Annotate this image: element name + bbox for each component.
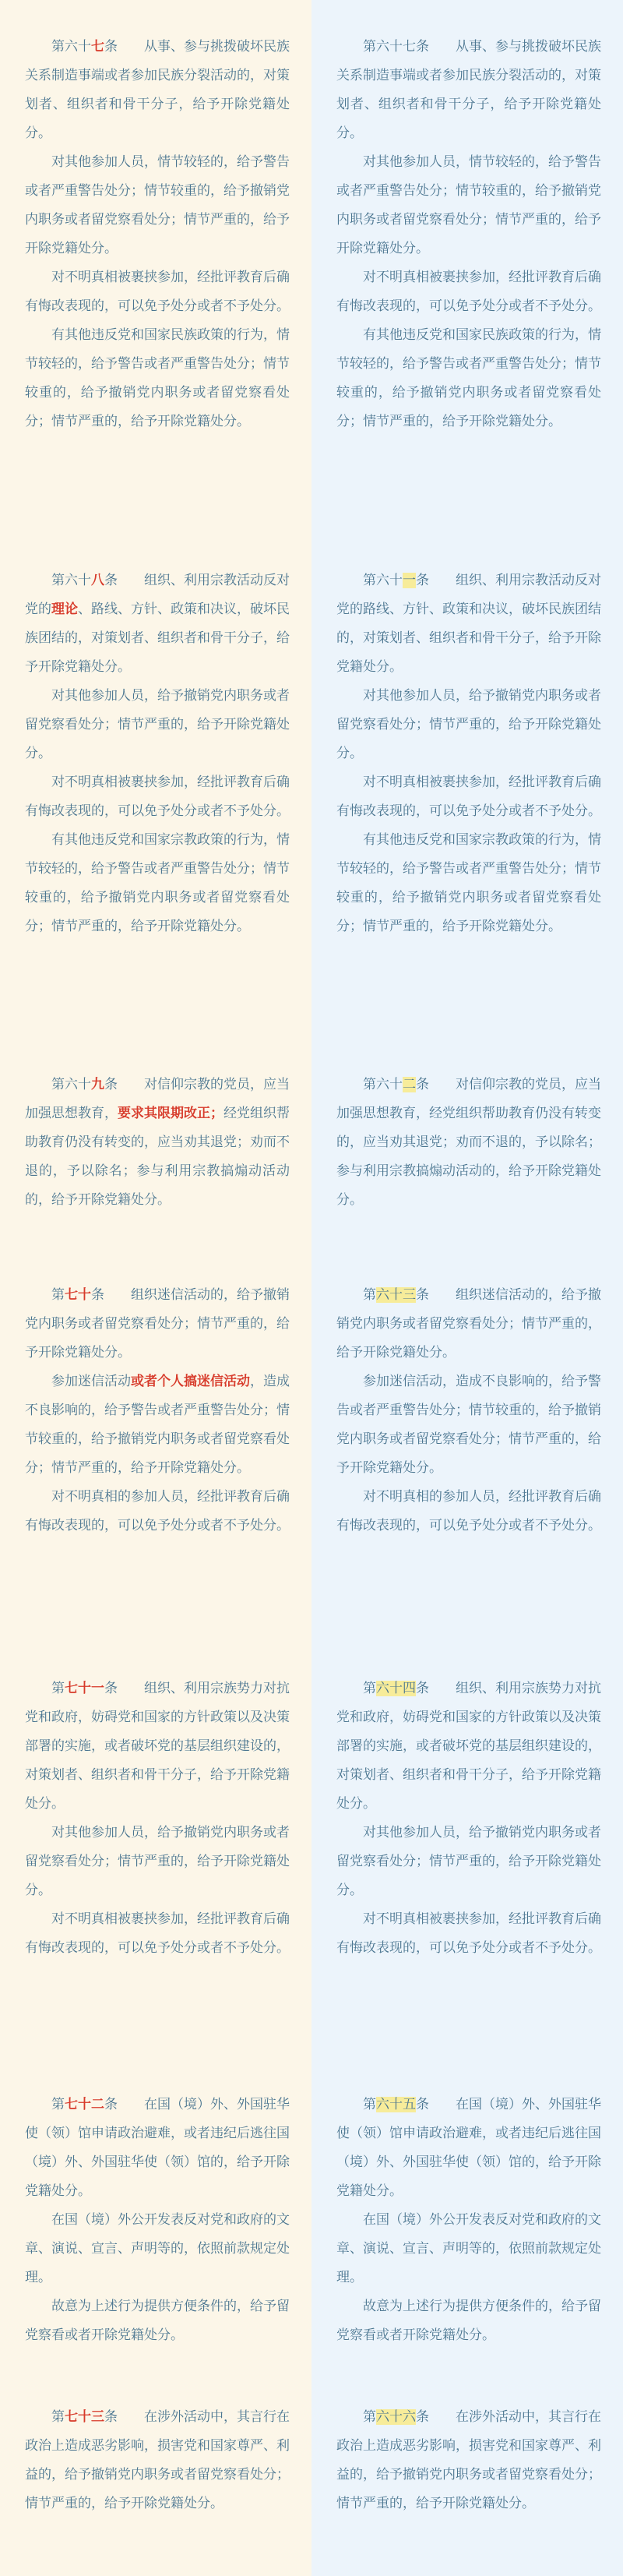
article-block	[336, 566, 601, 941]
revised-text: 要求其限期改正；	[118, 1106, 224, 1121]
text-segment: 有其他违反党和国家民族政策的行为，情节较轻的，给予警告或者严重警告处分；情节较重的，给予撤销党内职务或者留党察看处分；情节严重的，给予开除党籍处分。	[336, 327, 601, 429]
article-paragraph	[336, 148, 601, 263]
highlighted-text: 一	[403, 573, 416, 588]
article-paragraph	[25, 1819, 290, 1905]
highlighted-text: 六十五	[376, 2097, 416, 2112]
revised-text: 七十三	[65, 2409, 104, 2425]
text-segment: 对不明真相被裹挟参加，经批评教育后确有悔改表现的，可以免予处分或者不予处分。	[25, 1911, 290, 1956]
text-segment: 第六十	[51, 1077, 91, 1092]
text-segment: 条 在国（境）外、外国驻华使（领）馆申请政治避难，或者违纪后逃往国（境）外、外国驻华使（领）馆的，给予开除党籍处分。	[336, 2097, 601, 2199]
article-paragraph	[25, 2206, 290, 2292]
article-block	[25, 1281, 290, 1540]
text-segment: 条 组织、利用宗族势力对抗党和政府，妨碍党和国家的方针政策以及决策部署的实施，或者破坏党的基层组织建设的，对策划者、组织者和骨干分子，给予开除党籍处分。	[25, 1681, 290, 1812]
article-block	[25, 2403, 290, 2518]
article-paragraph	[25, 682, 290, 768]
text-segment: 第	[363, 1681, 376, 1696]
text-segment: 第六十七条 从事、参与挑拨破坏民族关系制造事端或者参加民族分裂活动的，对策划者、组织者和骨干分子，给予开除党籍处分。	[336, 39, 601, 141]
article-heading-paragraph	[336, 1071, 601, 1215]
text-segment: 对不明真相被裹挟参加，经批评教育后确有悔改表现的，可以免予处分或者不予处分。	[25, 270, 290, 314]
text-segment: 第	[51, 2409, 65, 2425]
text-segment: 第六十	[51, 573, 91, 588]
article-paragraph	[25, 321, 290, 436]
article-paragraph	[336, 321, 601, 436]
text-segment: 条 在国（境）外、外国驻华使（领）馆申请政治避难，或者违纪后逃往国（境）外、外国驻华使（领）馆的，给予开除党籍处分。	[25, 2097, 290, 2199]
text-segment: 对其他参加人员，给予撤销党内职务或者留党察看处分；情节严重的，给予开除党籍处分。	[336, 1825, 601, 1898]
text-segment: 故意为上述行为提供方便条件的，给予留党察看或者开除党籍处分。	[336, 2299, 601, 2343]
article-block	[25, 566, 290, 941]
article-paragraph	[336, 1905, 601, 1963]
text-segment: 第六十	[363, 573, 403, 588]
article-block	[336, 2403, 601, 2518]
text-segment: 第六十	[51, 39, 91, 55]
article-paragraph	[336, 2206, 601, 2292]
text-segment: 条 组织迷信活动的，给予撤销党内职务或者留党察看处分；情节严重的，给予开除党籍处分。	[25, 1287, 290, 1360]
article-heading-paragraph	[336, 33, 601, 148]
article-paragraph	[25, 2292, 290, 2350]
article-paragraph	[25, 1483, 290, 1540]
text-segment: 条 组织、利用宗族势力对抗党和政府，妨碍党和国家的方针政策以及决策部署的实施，或者破坏党的基层组织建设的，对策划者、组织者和骨干分子，给予开除党籍处分。	[336, 1681, 601, 1812]
text-segment: 参加迷信活动	[51, 1374, 131, 1389]
article-block	[25, 2091, 290, 2350]
article-paragraph	[25, 1905, 290, 1963]
article-paragraph	[25, 826, 290, 941]
article-block	[336, 1674, 601, 1963]
text-segment: 对不明真相的参加人员，经批评教育后确有悔改表现的，可以免予处分或者不予处分。	[336, 1489, 601, 1533]
text-segment: 对其他参加人员，给予撤销党内职务或者留党察看处分；情节严重的，给予开除党籍处分。	[25, 1825, 290, 1898]
article-heading-paragraph	[336, 1281, 601, 1367]
text-segment: 条 对信仰宗教的党员，应当加强思想教育，经党组织帮助教育仍没有转变的，应当劝其退党；劝而不退的，予以除名；参与利用宗教搞煽动活动的，给予开除党籍处分。	[336, 1077, 601, 1208]
text-segment: 第六十	[363, 1077, 403, 1092]
article-paragraph	[25, 1367, 290, 1483]
article-paragraph	[336, 2292, 601, 2350]
text-segment: 有其他违反党和国家宗教政策的行为，情节较轻的，给予警告或者严重警告处分；情节较重的，给予撤销党内职务或者留党察看处分；情节严重的，给予开除党籍处分。	[336, 832, 601, 934]
text-segment: 条 组织迷信活动的，给予撤销党内职务或者留党察看处分；情节严重的，给予开除党籍处分。	[336, 1287, 601, 1360]
text-segment: 对不明真相被裹挟参加，经批评教育后确有悔改表现的，可以免予处分或者不予处分。	[25, 775, 290, 819]
text-segment: 第	[363, 1287, 376, 1303]
revised-text: 七十	[65, 1287, 91, 1303]
article-paragraph	[336, 1367, 601, 1483]
highlighted-text: 六十六	[376, 2409, 416, 2425]
article-block	[25, 1674, 290, 1963]
article-paragraph	[336, 768, 601, 826]
text-segment: 条 在涉外活动中，其言行在政治上造成恶劣影响，损害党和国家尊严、利益的，给予撤销党内职务或者留党察看处分；情节严重的，给予开除党籍处分。	[336, 2409, 601, 2511]
text-segment: 对其他参加人员，给予撤销党内职务或者留党察看处分；情节严重的，给予开除党籍处分。	[336, 688, 601, 761]
revised-text: 八	[91, 573, 104, 588]
text-segment: 经党组织帮助教育仍没有转变的，应当劝其退党；劝而不退的，予以除名；参与利用宗教搞煽动活动的，给予开除党籍处分。	[25, 1106, 290, 1208]
revised-text: 七十二	[65, 2097, 104, 2112]
text-segment: 条 组织、利用宗教活动反对党的路线、方针、政策和决议，破坏民族团结的，对策划者、组织者和骨干分子，给予开除党籍处分。	[336, 573, 601, 675]
text-segment: 对其他参加人员，情节较轻的，给予警告或者严重警告处分；情节较重的，给予撤销党内职务或者留党察看处分；情节严重的，给予开除党籍处分。	[25, 154, 290, 256]
text-segment: 对不明真相被裹挟参加，经批评教育后确有悔改表现的，可以免予处分或者不予处分。	[336, 270, 601, 314]
revised-text: 九	[91, 1077, 104, 1092]
text-segment: 对其他参加人员，情节较轻的，给予警告或者严重警告处分；情节较重的，给予撤销党内职务或者留党察看处分；情节严重的，给予开除党籍处分。	[336, 154, 601, 256]
article-heading-paragraph	[25, 566, 290, 682]
article-block	[336, 1281, 601, 1540]
text-segment: 故意为上述行为提供方便条件的，给予留党察看或者开除党籍处分。	[25, 2299, 290, 2343]
article-paragraph	[25, 768, 290, 826]
text-segment: 第	[363, 2409, 376, 2425]
article-heading-paragraph	[25, 33, 290, 148]
text-segment: 第	[51, 1287, 65, 1303]
text-segment: 对其他参加人员，给予撤销党内职务或者留党察看处分；情节严重的，给予开除党籍处分。	[25, 688, 290, 761]
article-heading-paragraph	[336, 2091, 601, 2206]
highlighted-text: 二	[403, 1077, 416, 1092]
revised-text: 或者个人搞迷信活动	[131, 1374, 250, 1389]
text-segment: 在国（境）外公开发表反对党和政府的文章、演说、宣言、声明等的，依照前款规定处理。	[336, 2212, 601, 2285]
text-segment: 有其他违反党和国家宗教政策的行为，情节较轻的，给予警告或者严重警告处分；情节较重的，给予撤销党内职务或者留党察看处分；情节严重的，给予开除党籍处分。	[25, 832, 290, 934]
text-segment: 参加迷信活动，造成不良影响的，给予警告或者严重警告处分；情节较重的，给予撤销党内职务或者留党察看处分；情节严重的，给予开除党籍处分。	[336, 1374, 601, 1476]
article-paragraph	[336, 826, 601, 941]
highlighted-text: 六十四	[376, 1681, 416, 1696]
article-paragraph	[25, 263, 290, 321]
article-paragraph	[25, 148, 290, 263]
text-segment: 第	[51, 1681, 65, 1696]
text-segment: 条 从事、参与挑拨破坏民族关系制造事端或者参加民族分裂活动的，对策划者、组织者和骨干分子，给予开除党籍处分。	[25, 39, 290, 141]
article-paragraph	[336, 263, 601, 321]
article-heading-paragraph	[25, 1674, 290, 1819]
text-segment: 条 组织、利用宗教活动反对党的	[25, 573, 290, 617]
text-segment: 条 对信仰宗教的党员，应当加强思想教育，	[25, 1077, 290, 1121]
text-segment: 、路线、方针、政策和决议，破坏民族团结的，对策划者、组织者和骨干分子，给予开除党籍处分。	[25, 602, 290, 675]
text-segment: 条 在涉外活动中，其言行在政治上造成恶劣影响，损害党和国家尊严、利益的，给予撤销党内职务或者留党察看处分；情节严重的，给予开除党籍处分。	[25, 2409, 290, 2511]
original-text-column	[312, 0, 623, 2576]
revised-text: 七	[91, 39, 104, 55]
text-segment: 第	[51, 2097, 65, 2112]
article-block	[336, 1071, 601, 1215]
highlighted-text: 六十三	[376, 1287, 416, 1303]
revised-text: 理论	[51, 602, 78, 617]
article-heading-paragraph	[336, 1674, 601, 1819]
text-segment: 在国（境）外公开发表反对党和政府的文章、演说、宣言、声明等的，依照前款规定处理。	[25, 2212, 290, 2285]
article-heading-paragraph	[25, 2403, 290, 2518]
article-paragraph	[336, 1819, 601, 1905]
text-segment: 第	[363, 2097, 376, 2112]
article-block	[25, 33, 290, 436]
article-heading-paragraph	[25, 2091, 290, 2206]
article-heading-paragraph	[336, 566, 601, 682]
text-segment: 有其他违反党和国家民族政策的行为，情节较轻的，给予警告或者严重警告处分；情节较重的，给予撤销党内职务或者留党察看处分；情节严重的，给予开除党籍处分。	[25, 327, 290, 429]
article-heading-paragraph	[25, 1281, 290, 1367]
revised-text: 七十一	[65, 1681, 104, 1696]
article-paragraph	[336, 682, 601, 768]
article-paragraph	[336, 1483, 601, 1540]
text-segment: 对不明真相被裹挟参加，经批评教育后确有悔改表现的，可以免予处分或者不予处分。	[336, 1911, 601, 1956]
text-segment: 对不明真相的参加人员，经批评教育后确有悔改表现的，可以免予处分或者不予处分。	[25, 1489, 290, 1533]
article-heading-paragraph	[336, 2403, 601, 2518]
text-segment: 对不明真相被裹挟参加，经批评教育后确有悔改表现的，可以免予处分或者不予处分。	[336, 775, 601, 819]
article-block	[25, 1071, 290, 1215]
article-block	[336, 2091, 601, 2350]
article-block	[336, 33, 601, 436]
text-segment: ，造成不良影响的，给予警告或者严重警告处分；情节较重的，给予撤销党内职务或者留党察看处分；情节严重的，给予开除党籍处分。	[25, 1374, 290, 1476]
article-heading-paragraph	[25, 1071, 290, 1215]
